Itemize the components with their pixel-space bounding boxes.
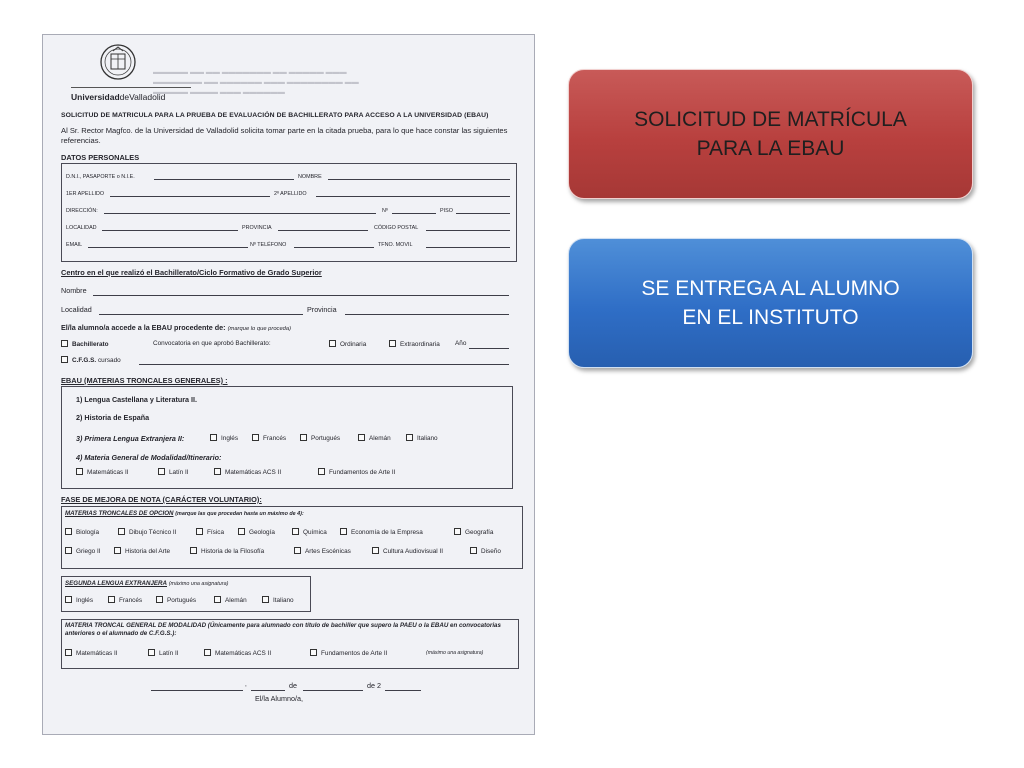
checkbox[interactable] (108, 596, 115, 603)
mejora-heading: FASE DE MEJORA DE NOTA (CARÁCTER VOLUNTARIO): (61, 495, 262, 504)
email-field[interactable] (88, 247, 248, 248)
lang-ingles[interactable]: Inglés (210, 434, 238, 442)
apellido1-label: 1ER APELLIDO (66, 191, 105, 197)
signature-day-field[interactable] (251, 690, 285, 691)
modalidad-heading: MATERIA TRONCAL GENERAL DE MODALIDAD (Únicamente para alumnado con título de bachiller que supero la PAEU o la EBAU en convocatorias anteriores o el alumnado de C.F.G.S.): (65, 622, 501, 638)
segunda-portugues[interactable]: Portugués (156, 596, 196, 604)
checkbox[interactable] (65, 528, 72, 535)
access-heading: El/la alumno/a accede a la EBAU procedente de: (marque lo que proceda) (61, 323, 292, 332)
modalidad-matematicas[interactable]: Matemáticas II (65, 649, 118, 657)
personal-data-box (61, 163, 517, 262)
lang-frances[interactable]: Francés (252, 434, 286, 442)
troncal-lengua: 1) Lengua Castellana y Literatura II. (76, 395, 198, 404)
modalidad-matematicas-acs[interactable]: Matemáticas ACS II (204, 649, 271, 657)
bachillerato-option[interactable]: Bachillerato (61, 340, 109, 348)
checkbox[interactable] (470, 547, 477, 554)
segunda-aleman[interactable]: Alemán (214, 596, 247, 604)
checkbox[interactable] (190, 547, 197, 554)
modalidad-box (61, 619, 519, 669)
signature-label: El/la Alumno/a, (255, 694, 303, 703)
checkbox[interactable] (76, 468, 83, 475)
checkbox[interactable] (262, 596, 269, 603)
centro-provincia-field[interactable] (345, 314, 509, 315)
extraordinaria-option[interactable]: Extraordinaria (389, 340, 440, 348)
modalidad-hint: (máximo una asignatura) (426, 650, 484, 656)
opcion-heading: MATERIAS TRONCALES DE OPCION (marque las que procedan hasta un máximo de 4): (65, 510, 304, 517)
troncales-heading: EBAU (MATERIAS TRONCALES GENERALES) : (61, 376, 228, 385)
dni-field[interactable] (154, 179, 294, 180)
direccion-field[interactable] (104, 213, 376, 214)
entrega-callout (568, 238, 973, 368)
opcion-box (61, 506, 523, 569)
checkbox[interactable] (300, 434, 307, 441)
checkbox[interactable] (358, 434, 365, 441)
centro-localidad-label: Localidad (61, 305, 92, 314)
bleed-through-text: ▬▬ ▬▬▬▬▬▬▬▬ ▬▬▬ ▬▬▬▬▬▬ ▬▬ ▬▬▬▬▬▬▬ (153, 79, 359, 86)
university-name: UniversidaddeValladolid (71, 92, 166, 102)
solicitud-callout (568, 69, 973, 199)
modalidad-latin[interactable]: Latín II (148, 649, 179, 657)
movil-label: TFNO. MOVIL (378, 242, 413, 248)
checkbox[interactable] (158, 468, 165, 475)
signature-de2: de 2 (367, 681, 381, 690)
checkbox[interactable] (210, 434, 217, 441)
signature-comma: , (245, 681, 247, 688)
nombre-label: NOMBRE (298, 174, 322, 180)
apellido2-label: 2º APELLIDO (274, 191, 307, 197)
signature-year-field[interactable] (385, 690, 421, 691)
modal-latin[interactable]: Latín II (158, 468, 189, 476)
opcion-dibujo[interactable]: Dibujo Técnico II (118, 528, 176, 536)
checkbox[interactable] (238, 528, 245, 535)
form-title: SOLICITUD DE MATRICULA PARA LA PRUEBA DE EVALUACIÓN DE BACHILLERATO PARA ACCESO A LA UNIVERSIDAD (EBAU) (61, 112, 489, 119)
centro-localidad-field[interactable] (99, 314, 303, 315)
lang-italiano[interactable]: Italiano (406, 434, 438, 442)
checkbox[interactable] (156, 596, 163, 603)
scanned-form (42, 34, 535, 735)
ordinaria-option[interactable]: Ordinaria (329, 340, 366, 348)
movil-field[interactable] (426, 247, 510, 248)
troncal-lengua-extranjera: 3) Primera Lengua Extranjera II: (76, 434, 185, 443)
apellido2-field[interactable] (316, 196, 510, 197)
lang-portugues[interactable]: Portugués (300, 434, 340, 442)
direccion-label: DIRECCIÓN: (66, 208, 98, 214)
segunda-frances[interactable]: Francés (108, 596, 142, 604)
bleed-through-text: ▬▬▬ ▬▬▬▬▬ ▬▬ ▬▬▬▬▬▬▬ ▬▬ ▬▬ ▬▬▬▬▬ (153, 69, 347, 76)
checkbox[interactable] (65, 649, 72, 656)
university-seal-icon (99, 43, 137, 83)
checkbox[interactable] (65, 596, 72, 603)
segunda-ingles[interactable]: Inglés (65, 596, 93, 604)
troncales-box (61, 386, 513, 489)
opcion-quimica[interactable]: Química (292, 528, 327, 536)
checkbox[interactable] (61, 356, 68, 363)
bleed-through-text: ▬▬▬▬▬▬ ▬▬▬ ▬▬▬▬ ▬▬▬▬▬ (153, 89, 285, 96)
anio-label: Año (455, 340, 467, 347)
opcion-filosofia[interactable]: Historia de la Filosofía (190, 547, 264, 555)
cp-field[interactable] (426, 230, 510, 231)
checkbox[interactable] (114, 547, 121, 554)
opcion-artes-escenicas[interactable]: Artes Escénicas (294, 547, 351, 555)
opcion-diseno[interactable]: Diseño (470, 547, 501, 555)
checkbox[interactable] (118, 528, 125, 535)
checkbox[interactable] (252, 434, 259, 441)
modal-matematicas[interactable]: Matemáticas II (76, 468, 129, 476)
apellido1-field[interactable] (110, 196, 270, 197)
checkbox[interactable] (329, 340, 336, 347)
personal-data-heading: DATOS PERSONALES (61, 153, 140, 162)
checkbox[interactable] (294, 547, 301, 554)
modalidad-fundamentos-arte[interactable]: Fundamentos de Arte II (310, 649, 387, 657)
telefono-field[interactable] (294, 247, 374, 248)
cfgs-field[interactable] (139, 364, 509, 365)
troncal-historia: 2) Historia de España (76, 413, 150, 422)
signature-month-field[interactable] (303, 690, 363, 691)
opcion-historia-arte[interactable]: Historia del Arte (114, 547, 170, 555)
anio-field[interactable] (469, 348, 509, 349)
telefono-label: Nº TELÉFONO (250, 242, 287, 248)
opcion-fisica[interactable]: Física (196, 528, 224, 536)
provincia-label: PROVINCIA (242, 225, 272, 231)
nombre-field[interactable] (328, 179, 510, 180)
opcion-biologia[interactable]: Biología (65, 528, 99, 536)
checkbox[interactable] (61, 340, 68, 347)
piso-field[interactable] (456, 213, 510, 214)
centro-nombre-label: Nombre (61, 286, 87, 295)
opcion-cultura-audiovisual[interactable]: Cultura Audiovisual II (372, 547, 443, 555)
modal-matematicas-acs[interactable]: Matemáticas ACS II (214, 468, 281, 476)
localidad-label: LOCALIDAD (66, 225, 97, 231)
segunda-italiano[interactable]: Italiano (262, 596, 294, 604)
checkbox[interactable] (214, 596, 221, 603)
numero-field[interactable] (392, 213, 436, 214)
numero-label: Nº (382, 208, 388, 214)
signature-place-field[interactable] (151, 690, 243, 691)
form-intro: Al Sr. Rector Magfco. de la Universidad de Valladolid solicita tomar parte en la citada prueba, para lo que hace constar las siguientes referencias. (61, 126, 508, 146)
lang-aleman[interactable]: Alemán (358, 434, 391, 442)
seal-rule (71, 87, 191, 88)
checkbox[interactable] (406, 434, 413, 441)
entrega-callout-line2: EN EL INSTITUTO (682, 306, 859, 329)
checkbox[interactable] (389, 340, 396, 347)
centro-heading: Centro en el que realizó el Bachillerato/Ciclo Formativo de Grado Superior (61, 268, 322, 277)
opcion-geologia[interactable]: Geología (238, 528, 275, 536)
cp-label: CÓDIGO POSTAL (374, 225, 419, 231)
checkbox[interactable] (340, 528, 347, 535)
checkbox[interactable] (214, 468, 221, 475)
opcion-griego[interactable]: Griego II (65, 547, 101, 555)
checkbox[interactable] (196, 528, 203, 535)
piso-label: PISO (440, 208, 453, 214)
dni-label: D.N.I., PASAPORTE o N.I.E. (66, 174, 135, 180)
opcion-economia[interactable]: Economía de la Empresa (340, 528, 423, 536)
checkbox[interactable] (310, 649, 317, 656)
checkbox[interactable] (454, 528, 461, 535)
convocatoria-label: Convocatoria en que aprobó Bachillerato: (153, 340, 271, 347)
opcion-geografia[interactable]: Geografía (454, 528, 493, 536)
troncal-modalidad: 4) Materia General de Modalidad/Itinerario: (76, 453, 222, 462)
entrega-callout-line1: SE ENTREGA AL ALUMNO (641, 277, 900, 300)
checkbox[interactable] (292, 528, 299, 535)
checkbox[interactable] (204, 649, 211, 656)
email-label: EMAIL (66, 242, 83, 248)
checkbox[interactable] (372, 547, 379, 554)
modal-fundamentos-arte[interactable]: Fundamentos de Arte II (318, 468, 395, 476)
solicitud-callout-line2: PARA LA EBAU (696, 137, 845, 160)
checkbox[interactable] (318, 468, 325, 475)
centro-nombre-field[interactable] (93, 295, 509, 296)
centro-provincia-label: Provincia (307, 305, 337, 314)
localidad-field[interactable] (102, 230, 238, 231)
segunda-lengua-heading: SEGUNDA LENGUA EXTRANJERA (máximo una asignatura) (65, 580, 229, 587)
cfgs-option[interactable]: C.F.G.S. cursado (61, 356, 121, 364)
solicitud-callout-line1: SOLICITUD DE MATRÍCULA (634, 108, 907, 131)
checkbox[interactable] (65, 547, 72, 554)
signature-de1: de (289, 681, 297, 690)
segunda-lengua-box (61, 576, 311, 612)
provincia-field[interactable] (278, 230, 368, 231)
checkbox[interactable] (148, 649, 155, 656)
